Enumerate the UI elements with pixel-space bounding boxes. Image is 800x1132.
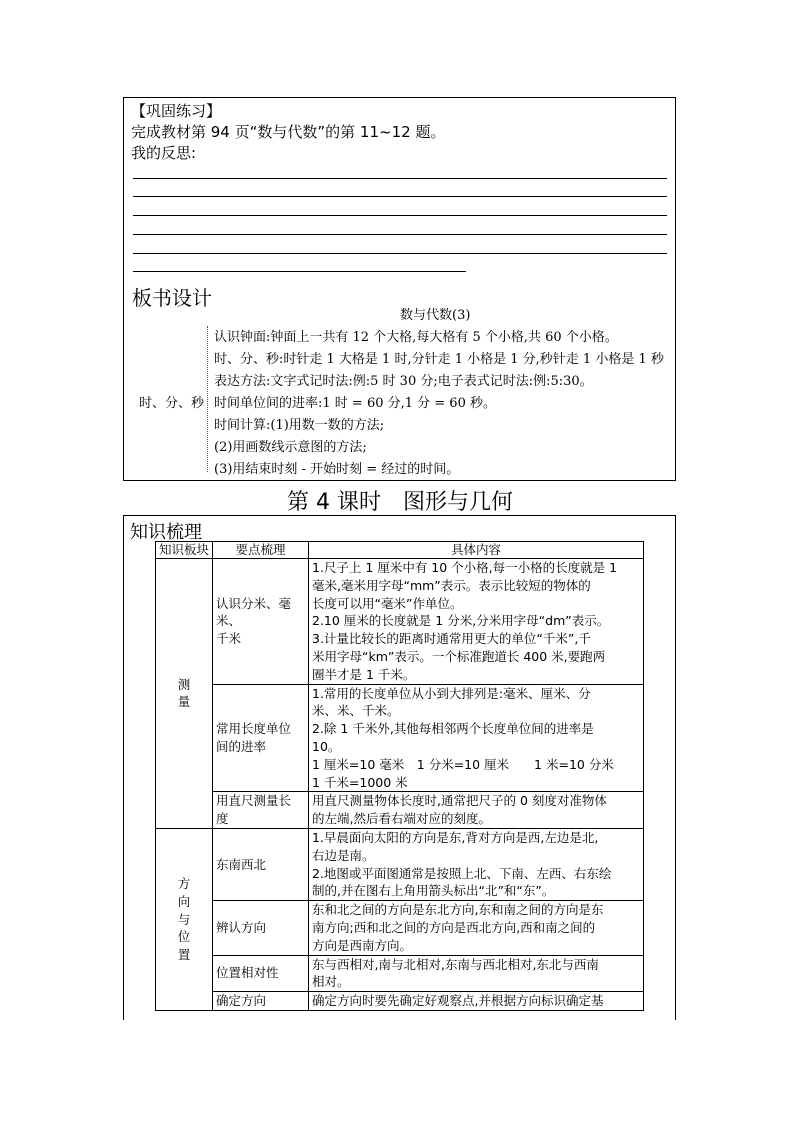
key-point: 用直尺测量长 度 bbox=[213, 792, 309, 829]
knowledge-title: 知识梳理 bbox=[130, 522, 202, 543]
table-row bbox=[156, 901, 644, 955]
category-measurement: 测 量 bbox=[156, 559, 213, 829]
reflection-line[interactable] bbox=[133, 271, 466, 272]
reflection-label: 我的反思: bbox=[131, 144, 197, 162]
reflection-line[interactable] bbox=[133, 178, 667, 179]
header-points: 要点梳理 bbox=[213, 542, 309, 559]
table-row bbox=[156, 992, 644, 1011]
board-line: (3)用结束时刻 - 开始时刻 = 经过的时间。 bbox=[214, 462, 460, 477]
reflection-line[interactable] bbox=[133, 196, 667, 197]
detail-content: 用直尺测量物体长度时,通常把尺子的 0 刻度对准物体 的左端,然后看右端对应的刻度。 bbox=[309, 792, 644, 829]
detail-content: 东与西相对,南与北相对,东南与西北相对,东北与西南 相对。 bbox=[309, 955, 644, 992]
detail-content: 1.早晨面向太阳的方向是东,背对方向是西,左边是北, 右边是南。 2.地图或平面图通常是按照上北、下南、左西、右东绘 制的,并在图右上角用箭头标出“北”和“东”。 bbox=[309, 828, 644, 900]
detail-content: 1.尺子上 1 厘米中有 10 个小格,每一小格的长度就是 1 毫米,毫米用字母“mm”表示。表示比较短的物体的 长度可以用“毫米”作单位。 2.10 厘米的长度就是 1 分米,分米用字母“dm”表示。 3.计量比较长的距离时通常用更大的单位“千米”,千 米用字母“km”表示。一个标准跑道长 400 米,要跑两 圈半才是 1 千米。 bbox=[309, 559, 644, 685]
board-line: 时间计算:(1)用数一数的方法; bbox=[214, 418, 385, 433]
board-brace bbox=[207, 326, 208, 472]
table-row bbox=[156, 955, 644, 992]
practice-task: 完成教材第 94 页“数与代数”的第 11~12 题。 bbox=[131, 123, 446, 141]
table-row bbox=[156, 828, 644, 900]
knowledge-table bbox=[155, 541, 644, 1011]
lesson-title: 第 4 课时 图形与几何 bbox=[287, 490, 513, 515]
reflection-line[interactable] bbox=[133, 234, 667, 235]
header-content: 具体内容 bbox=[309, 542, 644, 559]
key-point: 东南西北 bbox=[213, 828, 309, 900]
board-line: 表达方法:文字式记时法:例:5 时 30 分;电子表式记时法:例:5:30。 bbox=[214, 374, 593, 389]
table-row bbox=[156, 559, 644, 685]
practice-heading: 【巩固练习】 bbox=[131, 102, 222, 120]
header-section: 知识板块 bbox=[156, 542, 213, 559]
key-point: 常用长度单位 间的进率 bbox=[213, 684, 309, 792]
detail-content: 1.常用的长度单位从小到大排列是:毫米、厘米、分 米、米、千米。 2.除 1 千米外,其他每相邻两个长度单位间的进率是 10。 1 厘米=10 毫米 1 分米=10 厘米 1 米=10 分米 1 千米=1000 米 bbox=[309, 684, 644, 792]
board-design-title: 板书设计 bbox=[132, 286, 212, 310]
key-point: 辨认方向 bbox=[213, 901, 309, 955]
detail-content: 确定方向时要先确定好观察点,并根据方向标识确定基 bbox=[309, 992, 644, 1011]
board-line: 时间单位间的进率:1 时 = 60 分,1 分 = 60 秒。 bbox=[214, 396, 496, 411]
table-header-row bbox=[156, 542, 644, 559]
key-point: 位置相对性 bbox=[213, 955, 309, 992]
board-center-title: 数与代数(3) bbox=[400, 308, 471, 323]
table-row bbox=[156, 684, 644, 792]
board-line: (2)用画数线示意图的方法; bbox=[214, 440, 367, 455]
key-point: 确定方向 bbox=[213, 992, 309, 1011]
detail-content: 东和北之间的方向是东北方向,东和南之间的方向是东 南方向;西和北之间的方向是西北方向,西和南之间的 方向是西南方向。 bbox=[309, 901, 644, 955]
board-line: 时、分、秒:时针走 1 大格是 1 时,分针走 1 小格是 1 分,秒针走 1 小格是 1 秒 bbox=[214, 352, 664, 367]
key-point: 认识分米、毫 米、 千米 bbox=[213, 559, 309, 685]
reflection-line[interactable] bbox=[133, 215, 667, 216]
reflection-line[interactable] bbox=[133, 253, 667, 254]
board-left-topic: 时、分、秒 bbox=[139, 396, 205, 411]
table-row bbox=[156, 792, 644, 829]
board-line: 认识钟面:钟面上一共有 12 个大格,每大格有 5 个小格,共 60 个小格。 bbox=[214, 330, 618, 345]
category-direction-position: 方 向 与 位 置 bbox=[156, 828, 213, 1010]
